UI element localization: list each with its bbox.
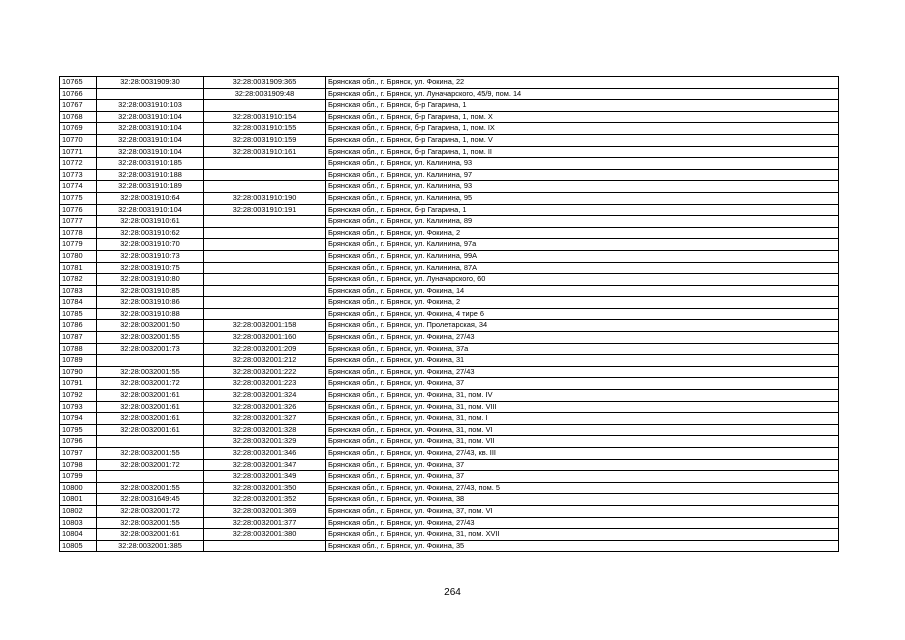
row-number-cell: 10801 (60, 494, 97, 506)
table-row (60, 424, 839, 436)
table-row (60, 146, 839, 158)
cadastral-number-cell: 32:28:0032001:55 (97, 482, 204, 494)
premises-number-cell: 32:28:0032001:324 (204, 390, 326, 402)
premises-number-cell (204, 239, 326, 251)
cadastral-number-cell: 32:28:0031910:73 (97, 250, 204, 262)
cadastral-number-cell (97, 436, 204, 448)
table-row (60, 355, 839, 367)
cadastral-number-cell: 32:28:0032001:61 (97, 413, 204, 425)
row-number-cell: 10780 (60, 250, 97, 262)
address-cell: Брянская обл., г. Брянск, ул. Калинина, 97а (326, 239, 839, 251)
premises-number-cell: 32:28:0032001:328 (204, 424, 326, 436)
table-row (60, 517, 839, 529)
cadastral-number-cell: 32:28:0032001:61 (97, 424, 204, 436)
address-cell: Брянская обл., г. Брянск, ул. Фокина, 37а (326, 343, 839, 355)
row-number-cell: 10798 (60, 459, 97, 471)
table-row (60, 192, 839, 204)
row-number-cell: 10792 (60, 390, 97, 402)
table-row (60, 169, 839, 181)
table-row (60, 274, 839, 286)
cadastral-number-cell (97, 88, 204, 100)
premises-number-cell: 32:28:0031910:191 (204, 204, 326, 216)
cadastral-number-cell (97, 355, 204, 367)
premises-number-cell: 32:28:0032001:222 (204, 366, 326, 378)
cadastral-number-cell: 32:28:0031910:86 (97, 297, 204, 309)
table-row (60, 100, 839, 112)
cadastral-number-cell: 32:28:0032001:73 (97, 343, 204, 355)
row-number-cell: 10802 (60, 505, 97, 517)
cadastral-number-cell: 32:28:0032001:55 (97, 448, 204, 460)
address-cell: Брянская обл., г. Брянск, ул. Фокина, 31, пом. VII (326, 436, 839, 448)
row-number-cell: 10790 (60, 366, 97, 378)
row-number-cell: 10785 (60, 308, 97, 320)
cadastral-number-cell: 32:28:0031910:185 (97, 158, 204, 170)
premises-number-cell: 32:28:0031910:161 (204, 146, 326, 158)
row-number-cell: 10800 (60, 482, 97, 494)
address-cell: Брянская обл., г. Брянск, ул. Фокина, 37 (326, 378, 839, 390)
address-cell: Брянская обл., г. Брянск, ул. Фокина, 31, пом. VI (326, 424, 839, 436)
address-cell: Брянская обл., г. Брянск, ул. Калинина, 89 (326, 216, 839, 228)
table-row (60, 343, 839, 355)
row-number-cell: 10805 (60, 540, 97, 552)
row-number-cell: 10777 (60, 216, 97, 228)
cadastral-number-cell: 32:28:0031909:30 (97, 77, 204, 89)
row-number-cell: 10781 (60, 262, 97, 274)
row-number-cell: 10803 (60, 517, 97, 529)
cadastral-number-cell: 32:28:0031910:104 (97, 204, 204, 216)
table-body (60, 77, 839, 552)
premises-number-cell: 32:28:0032001:350 (204, 482, 326, 494)
premises-number-cell: 32:28:0032001:212 (204, 355, 326, 367)
cadastral-number-cell: 32:28:0032001:72 (97, 378, 204, 390)
table-row (60, 378, 839, 390)
row-number-cell: 10787 (60, 332, 97, 344)
cadastral-number-cell (97, 471, 204, 483)
table-row (60, 134, 839, 146)
cadastral-number-cell: 32:28:0031910:80 (97, 274, 204, 286)
row-number-cell: 10770 (60, 134, 97, 146)
premises-number-cell (204, 262, 326, 274)
address-cell: Брянская обл., г. Брянск, б-р Гагарина, 1 (326, 204, 839, 216)
cadastral-number-cell: 32:28:0032001:72 (97, 505, 204, 517)
premises-number-cell: 32:28:0031910:159 (204, 134, 326, 146)
address-cell: Брянская обл., г. Брянск, ул. Фокина, 31, пом. VIII (326, 401, 839, 413)
row-number-cell: 10771 (60, 146, 97, 158)
row-number-cell: 10795 (60, 424, 97, 436)
address-cell: Брянская обл., г. Брянск, ул. Фокина, 27/43 (326, 366, 839, 378)
table-row (60, 494, 839, 506)
table-row (60, 285, 839, 297)
table-row (60, 320, 839, 332)
premises-number-cell: 32:28:0032001:160 (204, 332, 326, 344)
page-number: 264 (444, 587, 461, 598)
row-number-cell: 10788 (60, 343, 97, 355)
row-number-cell: 10776 (60, 204, 97, 216)
premises-number-cell (204, 227, 326, 239)
address-cell: Брянская обл., г. Брянск, ул. Фокина, 4 тире 6 (326, 308, 839, 320)
table-row (60, 181, 839, 193)
row-number-cell: 10791 (60, 378, 97, 390)
address-cell: Брянская обл., г. Брянск, ул. Фокина, 2 (326, 297, 839, 309)
table-row (60, 88, 839, 100)
premises-number-cell (204, 285, 326, 297)
premises-number-cell: 32:28:0032001:346 (204, 448, 326, 460)
table-row (60, 390, 839, 402)
table-row (60, 262, 839, 274)
table-row (60, 413, 839, 425)
row-number-cell: 10772 (60, 158, 97, 170)
address-cell: Брянская обл., г. Брянск, ул. Луначарского, 45/9, пом. 14 (326, 88, 839, 100)
premises-number-cell: 32:28:0032001:377 (204, 517, 326, 529)
address-cell: Брянская обл., г. Брянск, ул. Калинина, 93 (326, 181, 839, 193)
table-row (60, 366, 839, 378)
cadastral-number-cell: 32:28:0031649:45 (97, 494, 204, 506)
premises-number-cell: 32:28:0032001:223 (204, 378, 326, 390)
cadastral-number-cell: 32:28:0032001:55 (97, 517, 204, 529)
cadastral-number-cell: 32:28:0031910:64 (97, 192, 204, 204)
table-row (60, 471, 839, 483)
row-number-cell: 10766 (60, 88, 97, 100)
table-row (60, 529, 839, 541)
cadastral-number-cell: 32:28:0032001:61 (97, 390, 204, 402)
address-cell: Брянская обл., г. Брянск, ул. Фокина, 31, пом. XVII (326, 529, 839, 541)
row-number-cell: 10794 (60, 413, 97, 425)
row-number-cell: 10786 (60, 320, 97, 332)
table-row (60, 505, 839, 517)
cadastral-number-cell: 32:28:0031910:104 (97, 146, 204, 158)
table-row (60, 111, 839, 123)
row-number-cell: 10799 (60, 471, 97, 483)
premises-number-cell: 32:28:0032001:380 (204, 529, 326, 541)
table-row (60, 204, 839, 216)
row-number-cell: 10782 (60, 274, 97, 286)
premises-number-cell (204, 216, 326, 228)
premises-number-cell: 32:28:0032001:327 (204, 413, 326, 425)
premises-number-cell: 32:28:0032001:369 (204, 505, 326, 517)
cadastral-number-cell: 32:28:0032001:385 (97, 540, 204, 552)
table-row (60, 436, 839, 448)
row-number-cell: 10779 (60, 239, 97, 251)
row-number-cell: 10769 (60, 123, 97, 135)
premises-number-cell: 32:28:0032001:158 (204, 320, 326, 332)
cadastral-number-cell: 32:28:0031910:103 (97, 100, 204, 112)
premises-number-cell: 32:28:0031910:154 (204, 111, 326, 123)
premises-number-cell (204, 274, 326, 286)
cadastral-number-cell: 32:28:0031910:62 (97, 227, 204, 239)
address-cell: Брянская обл., г. Брянск, ул. Фокина, 37 (326, 459, 839, 471)
address-cell: Брянская обл., г. Брянск, ул. Фокина, 2 (326, 227, 839, 239)
address-cell: Брянская обл., г. Брянск, б-р Гагарина, 1, пом. II (326, 146, 839, 158)
cadastral-number-cell: 32:28:0031910:104 (97, 134, 204, 146)
table-row (60, 308, 839, 320)
premises-number-cell: 32:28:0031909:365 (204, 77, 326, 89)
row-number-cell: 10773 (60, 169, 97, 181)
premises-number-cell: 32:28:0032001:347 (204, 459, 326, 471)
premises-number-cell (204, 540, 326, 552)
row-number-cell: 10797 (60, 448, 97, 460)
cadastral-number-cell: 32:28:0032001:50 (97, 320, 204, 332)
address-cell: Брянская обл., г. Брянск, ул. Калинина, 93 (326, 158, 839, 170)
row-number-cell: 10796 (60, 436, 97, 448)
address-cell: Брянская обл., г. Брянск, ул. Фокина, 37, пом. VI (326, 505, 839, 517)
address-cell: Брянская обл., г. Брянск, ул. Фокина, 31, пом. IV (326, 390, 839, 402)
property-registry-table (59, 76, 839, 552)
premises-number-cell: 32:28:0031910:155 (204, 123, 326, 135)
premises-number-cell (204, 308, 326, 320)
cadastral-number-cell: 32:28:0031910:70 (97, 239, 204, 251)
row-number-cell: 10765 (60, 77, 97, 89)
cadastral-number-cell: 32:28:0031910:61 (97, 216, 204, 228)
address-cell: Брянская обл., г. Брянск, ул. Калинина, 95 (326, 192, 839, 204)
premises-number-cell (204, 169, 326, 181)
address-cell: Брянская обл., г. Брянск, ул. Фокина, 31 (326, 355, 839, 367)
address-cell: Брянская обл., г. Брянск, б-р Гагарина, 1, пом. X (326, 111, 839, 123)
document-page (59, 76, 838, 552)
address-cell: Брянская обл., г. Брянск, ул. Луначарского, 60 (326, 274, 839, 286)
row-number-cell: 10784 (60, 297, 97, 309)
address-cell: Брянская обл., г. Брянск, ул. Калинина, 87А (326, 262, 839, 274)
row-number-cell: 10804 (60, 529, 97, 541)
table-row (60, 297, 839, 309)
cadastral-number-cell: 32:28:0031910:85 (97, 285, 204, 297)
address-cell: Брянская обл., г. Брянск, б-р Гагарина, 1 (326, 100, 839, 112)
address-cell: Брянская обл., г. Брянск, ул. Фокина, 14 (326, 285, 839, 297)
cadastral-number-cell: 32:28:0031910:188 (97, 169, 204, 181)
address-cell: Брянская обл., г. Брянск, ул. Фокина, 27/43, кв. III (326, 448, 839, 460)
premises-number-cell: 32:28:0032001:209 (204, 343, 326, 355)
cadastral-number-cell: 32:28:0031910:104 (97, 123, 204, 135)
address-cell: Брянская обл., г. Брянск, б-р Гагарина, 1, пом. V (326, 134, 839, 146)
premises-number-cell: 32:28:0031909:48 (204, 88, 326, 100)
address-cell: Брянская обл., г. Брянск, б-р Гагарина, 1, пом. IX (326, 123, 839, 135)
table-row (60, 459, 839, 471)
premises-number-cell: 32:28:0032001:329 (204, 436, 326, 448)
address-cell: Брянская обл., г. Брянск, ул. Фокина, 38 (326, 494, 839, 506)
cadastral-number-cell: 32:28:0032001:61 (97, 529, 204, 541)
table-row (60, 332, 839, 344)
premises-number-cell: 32:28:0031910:190 (204, 192, 326, 204)
premises-number-cell: 32:28:0032001:349 (204, 471, 326, 483)
address-cell: Брянская обл., г. Брянск, ул. Фокина, 35 (326, 540, 839, 552)
address-cell: Брянская обл., г. Брянск, ул. Фокина, 27/43 (326, 517, 839, 529)
premises-number-cell (204, 297, 326, 309)
table-row (60, 540, 839, 552)
address-cell: Брянская обл., г. Брянск, ул. Фокина, 27/43 (326, 332, 839, 344)
row-number-cell: 10783 (60, 285, 97, 297)
cadastral-number-cell: 32:28:0031910:189 (97, 181, 204, 193)
table-row (60, 448, 839, 460)
table-row (60, 482, 839, 494)
premises-number-cell (204, 158, 326, 170)
row-number-cell: 10778 (60, 227, 97, 239)
cadastral-number-cell: 32:28:0031910:104 (97, 111, 204, 123)
cadastral-number-cell: 32:28:0031910:75 (97, 262, 204, 274)
table-row (60, 158, 839, 170)
address-cell: Брянская обл., г. Брянск, ул. Фокина, 27/43, пом. 5 (326, 482, 839, 494)
address-cell: Брянская обл., г. Брянск, ул. Фокина, 31, пом. I (326, 413, 839, 425)
table-row (60, 216, 839, 228)
table-row (60, 123, 839, 135)
cadastral-number-cell: 32:28:0031910:88 (97, 308, 204, 320)
table-row (60, 77, 839, 89)
row-number-cell: 10775 (60, 192, 97, 204)
premises-number-cell: 32:28:0032001:352 (204, 494, 326, 506)
address-cell: Брянская обл., г. Брянск, ул. Калинина, 99А (326, 250, 839, 262)
premises-number-cell (204, 100, 326, 112)
row-number-cell: 10793 (60, 401, 97, 413)
cadastral-number-cell: 32:28:0032001:55 (97, 366, 204, 378)
row-number-cell: 10774 (60, 181, 97, 193)
table-row (60, 401, 839, 413)
premises-number-cell (204, 181, 326, 193)
premises-number-cell: 32:28:0032001:326 (204, 401, 326, 413)
address-cell: Брянская обл., г. Брянск, ул. Фокина, 37 (326, 471, 839, 483)
row-number-cell: 10768 (60, 111, 97, 123)
table-row (60, 227, 839, 239)
cadastral-number-cell: 32:28:0032001:61 (97, 401, 204, 413)
cadastral-number-cell: 32:28:0032001:72 (97, 459, 204, 471)
premises-number-cell (204, 250, 326, 262)
row-number-cell: 10767 (60, 100, 97, 112)
table-row (60, 239, 839, 251)
address-cell: Брянская обл., г. Брянск, ул. Калинина, 97 (326, 169, 839, 181)
address-cell: Брянская обл., г. Брянск, ул. Пролетарская, 34 (326, 320, 839, 332)
row-number-cell: 10789 (60, 355, 97, 367)
table-row (60, 250, 839, 262)
cadastral-number-cell: 32:28:0032001:55 (97, 332, 204, 344)
address-cell: Брянская обл., г. Брянск, ул. Фокина, 22 (326, 77, 839, 89)
